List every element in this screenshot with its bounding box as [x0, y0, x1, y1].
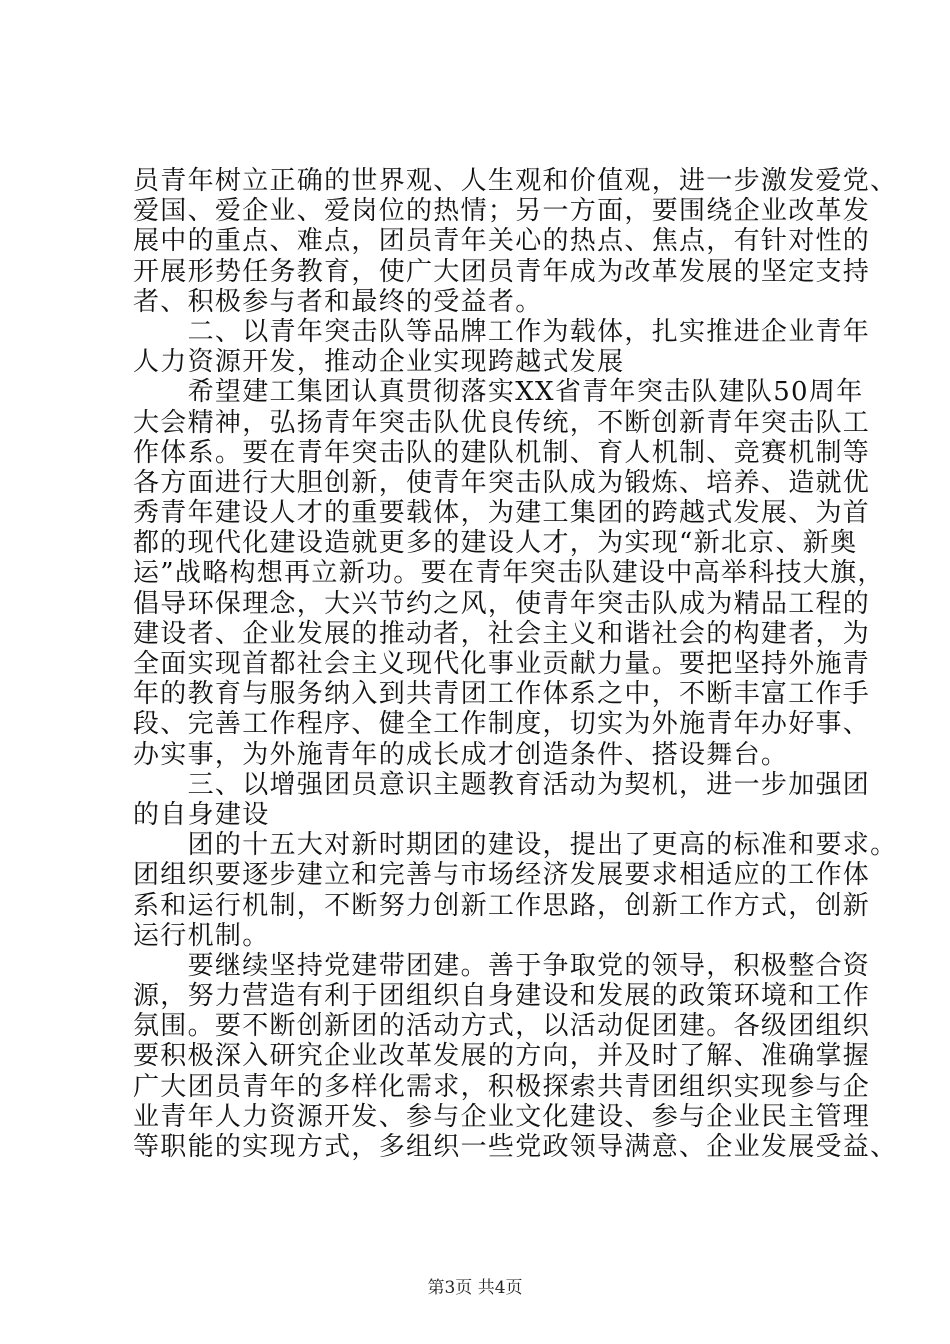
text-line: 二、以青年突击队等品牌工作为载体，扎实推进企业青年	[133, 316, 871, 347]
text-line: 要积极深入研究企业改革发展的方向，并及时了解、准确掌握	[133, 1041, 871, 1072]
text-line: 段、完善工作程序、健全工作制度，切实为外施青年办好事、	[133, 709, 871, 740]
text-line: 开展形势任务教育，使广大团员青年成为改革发展的坚定支持	[133, 256, 871, 287]
text-line: 者、积极参与者和最终的受益者。	[133, 286, 543, 317]
text-line: 系和运行机制，不断努力创新工作思路，创新工作方式，创新	[133, 890, 871, 921]
page-footer: 第3页 共4页	[427, 1278, 523, 1298]
text-line: 爱国、爱企业、爱岗位的热情；另一方面，要围绕企业改革发	[133, 196, 871, 227]
text-line: 团的十五大对新时期团的建设，提出了更高的标准和要求。	[133, 830, 898, 861]
text-line: 都的现代化建设造就更多的建设人才，为实现“新北京、新奥	[133, 528, 858, 559]
text-line: 的自身建设	[133, 799, 270, 830]
text-line: 大会精神，弘扬青年突击队优良传统，不断创新青年突击队工	[133, 407, 871, 438]
text-line: 秀青年建设人才的重要载体，为建工集团的跨越式发展、为首	[133, 498, 871, 529]
text-line: 源，努力营造有利于团组织自身建设和发展的政策环境和工作	[133, 981, 871, 1012]
text-line: 办实事，为外施青年的成长成才创造条件、搭设舞台。	[133, 739, 789, 770]
text-line: 业青年人力资源开发、参与企业文化建设、参与企业民主管理	[133, 1101, 871, 1132]
text-line: 广大团员青年的多样化需求，积极探索共青团组织实现参与企	[133, 1071, 871, 1102]
text-line: 要继续坚持党建带团建。善于争取党的领导，积极整合资	[133, 950, 871, 981]
text-line: 等职能的实现方式，多组织一些党政领导满意、企业发展受益、	[133, 1132, 898, 1162]
text-line: 全面实现首都社会主义现代化事业贡献力量。要把坚持外施青	[133, 649, 871, 679]
body-text	[133, 166, 898, 1162]
text-line: 团组织要逐步建立和完善与市场经济发展要求相适应的工作体	[133, 860, 871, 891]
text-line: 三、以增强团员意识主题教育活动为契机，进一步加强团	[133, 769, 871, 800]
text-line: 建设者、企业发展的推动者，社会主义和谐社会的构建者，为	[133, 618, 871, 649]
text-line: 希望建工集团认真贯彻落实XX省青年突击队建队50周年	[133, 377, 864, 408]
text-line: 倡导环保理念，大兴节约之风，使青年突击队成为精品工程的	[133, 588, 871, 619]
text-line: 运”战略构想再立新功。要在青年突击队建设中高举科技大旗，	[133, 558, 885, 589]
text-line: 氛围。要不断创新团的活动方式，以活动促团建。各级团组织	[133, 1011, 871, 1042]
text-line: 运行机制。	[133, 920, 270, 951]
text-line: 年的教育与服务纳入到共青团工作体系之中，不断丰富工作手	[133, 679, 871, 710]
text-line: 员青年树立正确的世界观、人生观和价值观，进一步激发爱党、	[133, 166, 898, 196]
text-line: 作体系。要在青年突击队的建队机制、育人机制、竞赛机制等	[133, 437, 871, 468]
text-line: 人力资源开发，推动企业实现跨越式发展	[133, 347, 625, 378]
text-line: 各方面进行大胆创新，使青年突击队成为锻炼、培养、造就优	[133, 467, 871, 498]
text-line: 展中的重点、难点，团员青年关心的热点、焦点，有针对性的	[133, 226, 871, 257]
